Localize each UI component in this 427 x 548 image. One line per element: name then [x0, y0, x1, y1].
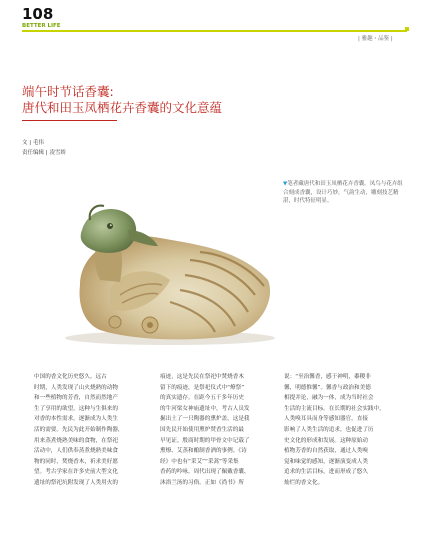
page-number: 108	[22, 5, 54, 23]
body-column-1	[34, 372, 148, 489]
body-text-line: 植物芳香的自然获取，通过人类嗅	[284, 448, 368, 455]
body-text-line: 灿烂的香文化。	[284, 479, 324, 486]
body-column-3	[284, 372, 396, 489]
body-text-line: 经》中也有“采艾”“采蒿”等采集	[160, 458, 239, 465]
body-text-line: 痕迹，这是先民在祭祀中焚烧香木	[160, 374, 244, 380]
body-text-line: 觉和味觉的感知，逐渐演变成人类	[284, 458, 368, 465]
body-text-line: 时期，人类发现了山火烧熟的动物	[34, 384, 118, 391]
article-title-line2: 唐代和田玉凤栖花卉香囊的文化意蕴	[22, 100, 223, 115]
body-text-line: 物的同时，焚烧香木，祈求美好愿	[34, 458, 118, 465]
figure-caption	[283, 180, 408, 206]
body-text-line: 说：“至治馨香，感于神明，黍稷非	[284, 374, 371, 380]
jade-phoenix-pouch-image	[40, 190, 280, 350]
body-column-2	[160, 372, 272, 489]
body-text-line: 追求的生活目标，进而形成了悠久	[284, 469, 368, 476]
body-text-line: 香药的吟咏。周代出现了佩戴香囊、	[160, 469, 250, 476]
body-text-line: 生了享用的欲望。这种与生俱来的	[34, 405, 118, 412]
magazine-tagline: BETTER LIFE	[22, 23, 61, 29]
body-text-line: 早见证。殷商时期的甲骨文中记载了	[160, 437, 250, 444]
caption-text: 笔者藏唐代和田玉凤栖花卉香囊。凤鸟与花卉组合刻成香囊，设计巧妙，气韵生动，雕刻技艺精湛，时代特征明显。	[283, 181, 403, 204]
body-text-line: 用来蒸煮烧熟美味的食物，在祭祀	[34, 437, 118, 444]
body-text-line: 掘出土了一只陶器的熏炉盖，这是我	[160, 416, 250, 423]
body-text-line: 的牛河梁女神庙遗址中，考古人员发	[160, 405, 250, 412]
body-text-line: 望。考古学家在许多史前大型文化	[34, 469, 118, 476]
body-text-line: 人类嗅耳具而身等感知器官，直接	[284, 416, 368, 423]
article-title-line1: 端午时节话香囊:	[22, 84, 114, 99]
body-text-line: 活动中，人们供奉蒸煮烧熟美味食	[34, 448, 118, 455]
body-text-line: 遗址的祭祀坑附发现了人类用火的	[34, 479, 118, 486]
body-text-line: 国先民开始使用熏炉焚香生活的最	[160, 426, 244, 433]
body-text-line: 影响了人类生活的追求，也促进了历	[284, 426, 374, 433]
body-text-line: 中国的香文化历史悠久。远古	[34, 374, 107, 380]
body-text-line: 活的需要。先民为此开始制作陶器，	[34, 426, 124, 433]
body-text-line: 和一些植物的芳香，自然而然地产	[34, 395, 118, 402]
body-text-line: 对香的本性需求，逐渐成为人类生	[34, 416, 118, 423]
caption-marker-icon: ▼	[283, 181, 288, 187]
body-text-line: 相提并论，融为一体，成为当时社会	[284, 395, 374, 402]
body-text-line: 留下的痕迹，是祭祀仪式中“燎祭”	[160, 384, 245, 391]
header-rule-end-square	[405, 27, 409, 31]
section-label: | 雅趣・品鉴 |	[358, 36, 393, 42]
body-text-line: 沐浴兰汤的习俗。正如《尚书》所	[160, 479, 244, 486]
title-underline	[22, 120, 117, 121]
body-text-line: 的真实遗存。在距今五千多年历史	[160, 395, 244, 402]
header-rule	[22, 30, 407, 32]
editor-credit: 责任编辑 | 凌雪娇	[22, 150, 66, 156]
body-text-line: 史文化的形成和发展。这种原始动	[284, 437, 368, 444]
author-credit: 文 | 毛伟	[22, 140, 44, 146]
body-text-line: 馨，明德惟馨”。馨香与政治和美德	[284, 384, 371, 391]
body-text-line: 生活的主流目标。在长期的社会实践中，	[284, 405, 385, 412]
body-text-line: 熏燎、艾蒸和酿制香酒的事例。《诗	[160, 448, 247, 455]
